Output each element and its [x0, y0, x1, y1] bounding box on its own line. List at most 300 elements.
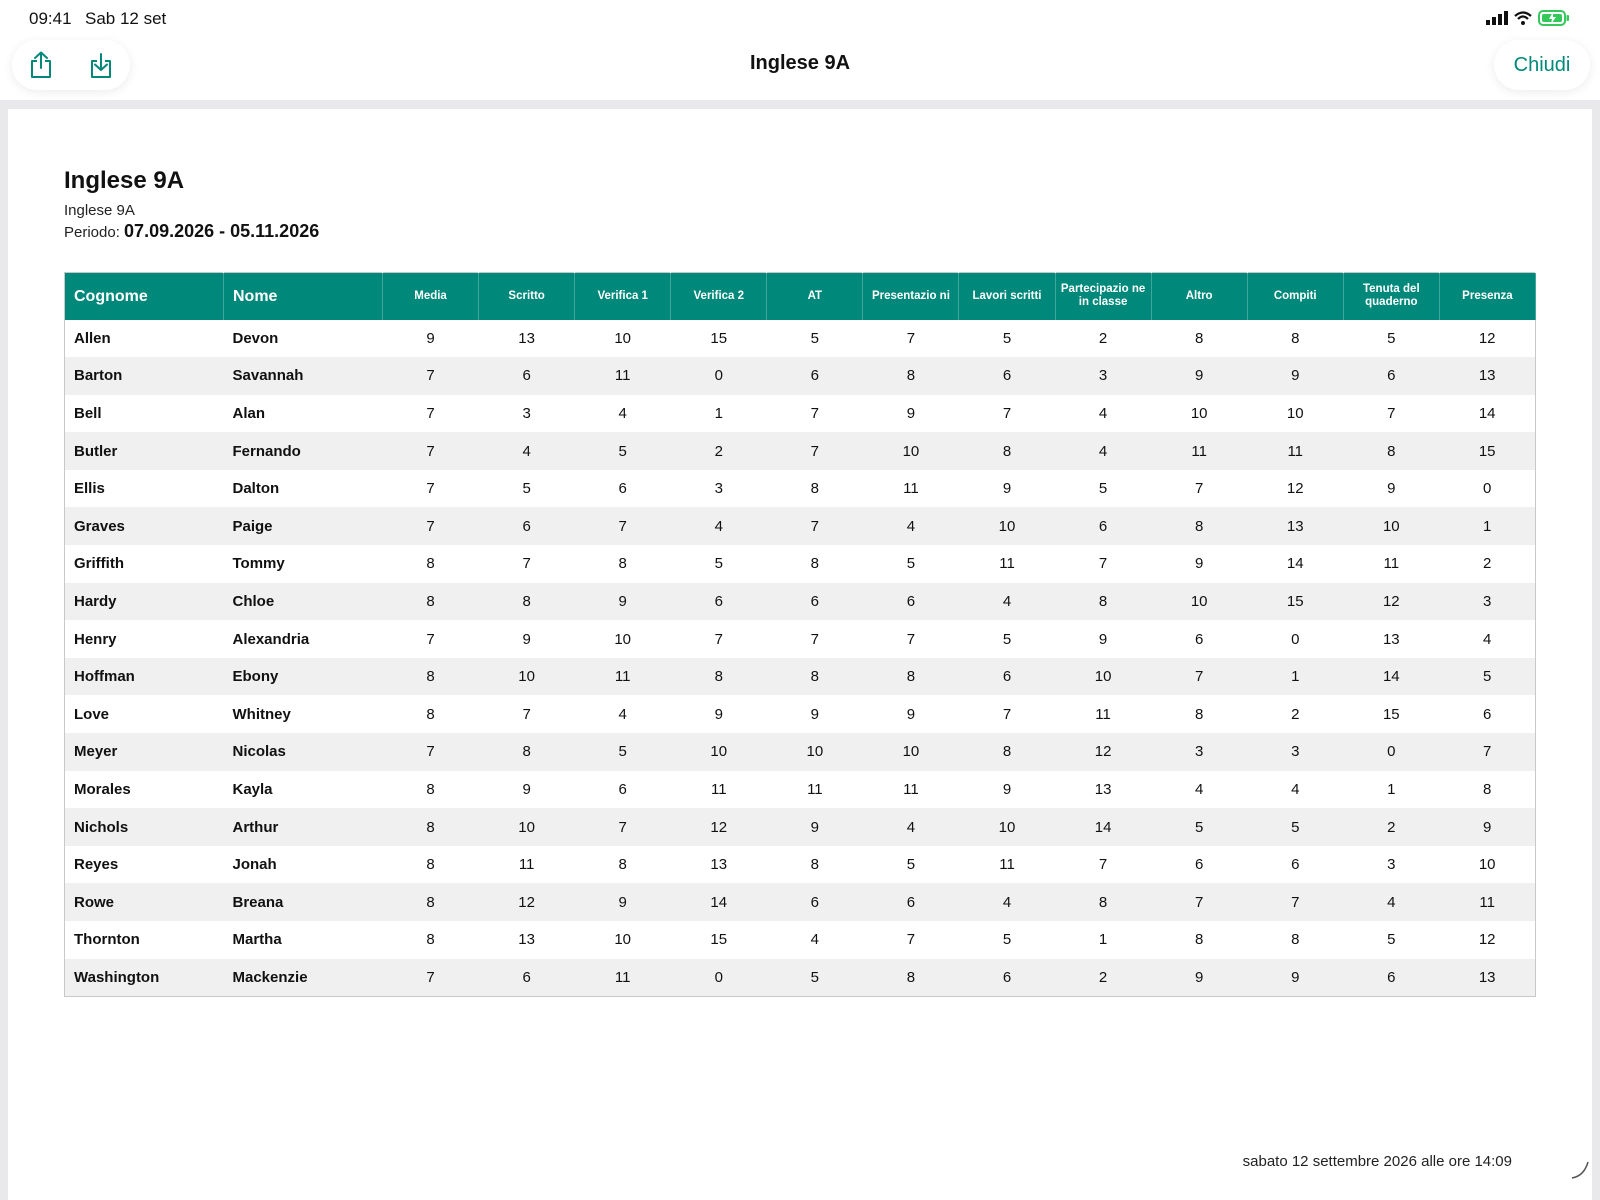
column-header: Lavori scritti — [959, 273, 1055, 320]
grade-cell: 2 — [1098, 329, 1108, 347]
grade-cell: 7 — [383, 959, 479, 997]
grade-cell: 4 — [959, 883, 1055, 921]
period-label: Periodo: — [64, 224, 120, 241]
grade-cell: 12 — [1286, 480, 1304, 498]
navigation-bar — [0, 38, 1600, 100]
grade-cell: 7 — [1098, 555, 1108, 573]
column-header: Media — [383, 273, 479, 320]
grade-cell: 6 — [767, 357, 863, 395]
grade-cell: 0 — [1343, 733, 1439, 771]
grade-cell: 5 — [906, 856, 916, 874]
grade-cell: 5 — [1247, 808, 1343, 846]
grade-cell: 7 — [767, 432, 863, 470]
grade-cell: 7 — [1387, 404, 1396, 422]
grade-cell: 1 — [714, 404, 723, 422]
table-header-row — [65, 273, 1536, 320]
grade-cell: 8 — [426, 705, 435, 723]
grade-cell: 8 — [383, 658, 479, 696]
column-header: Verifica 2 — [671, 273, 767, 320]
grade-cell: 11 — [1247, 432, 1343, 470]
grade-cell: 13 — [1094, 780, 1112, 798]
grade-cell: 2 — [1483, 555, 1492, 573]
grade-cell: 6 — [767, 583, 863, 621]
grade-cell: 7 — [1002, 705, 1012, 723]
grade-cell: 5 — [1002, 931, 1012, 949]
grade-cell: 8 — [863, 658, 959, 696]
grade-cell: 11 — [710, 780, 727, 798]
grade-cell: 2 — [1291, 705, 1300, 723]
grade-cell: 8 — [810, 856, 820, 874]
table-body — [65, 320, 1536, 997]
document-subtitle: Inglese 9A — [64, 202, 135, 219]
table-row — [65, 883, 1536, 921]
grade-cell: 9 — [575, 583, 671, 621]
grade-cell: 8 — [767, 658, 863, 696]
grade-cell: 11 — [575, 357, 671, 395]
grade-cell: 14 — [1286, 555, 1304, 573]
grade-cell: 8 — [810, 480, 820, 498]
grade-cell: 15 — [710, 329, 728, 347]
grade-cell: 8 — [383, 808, 479, 846]
grade-cell: 11 — [518, 856, 535, 874]
column-header: Scritto — [479, 273, 575, 320]
first-name-cell: Martha — [232, 931, 282, 949]
grade-cell: 5 — [1002, 329, 1012, 347]
grade-cell: 4 — [1291, 780, 1300, 798]
surname-cell: Washington — [65, 959, 224, 997]
grade-cell: 11 — [807, 780, 823, 798]
grade-cell: 8 — [426, 856, 435, 874]
grade-cell: 12 — [1343, 583, 1439, 621]
grade-cell: 8 — [810, 555, 820, 573]
grade-cell: 11 — [575, 959, 671, 997]
surname-cell: Bell — [74, 404, 102, 422]
grade-cell: 4 — [1055, 432, 1151, 470]
table-row — [65, 959, 1536, 997]
grade-cell: 7 — [906, 329, 916, 347]
grade-cell: 7 — [767, 507, 863, 545]
grade-cell: 7 — [383, 507, 479, 545]
grade-cell: 7 — [426, 630, 435, 648]
grade-cell: 5 — [714, 555, 723, 573]
grade-cell: 4 — [863, 808, 959, 846]
surname-cell: Butler — [65, 432, 224, 470]
grade-cell: 9 — [1098, 630, 1108, 648]
table-row — [65, 808, 1536, 846]
grade-cell: 13 — [1439, 357, 1535, 395]
grade-cell: 4 — [1098, 404, 1108, 422]
grade-cell: 4 — [1483, 630, 1492, 648]
grade-cell: 8 — [1291, 931, 1300, 949]
surname-cell: Allen — [74, 329, 111, 347]
first-name-cell: Jonah — [232, 856, 277, 874]
first-name-cell: Breana — [224, 883, 383, 921]
grade-cell: 10 — [767, 733, 863, 771]
grade-cell: 13 — [1439, 959, 1535, 997]
grade-cell: 3 — [1055, 357, 1151, 395]
wifi-icon — [1514, 11, 1532, 25]
grade-cell: 8 — [1055, 883, 1151, 921]
grade-cell: 4 — [1343, 883, 1439, 921]
grade-cell: 10 — [614, 931, 632, 949]
column-header: AT — [767, 273, 863, 320]
grade-cell: 10 — [479, 808, 575, 846]
first-name-cell: Kayla — [232, 780, 273, 798]
surname-cell: Graves — [65, 507, 224, 545]
grade-cell: 6 — [479, 357, 575, 395]
status-icons — [1486, 10, 1570, 26]
first-name-cell: Arthur — [224, 808, 383, 846]
grade-cell: 5 — [1098, 480, 1108, 498]
grade-cell: 6 — [1055, 507, 1151, 545]
grade-cell: 10 — [863, 432, 959, 470]
nav-title: Inglese 9A — [749, 52, 851, 74]
grade-cell: 10 — [671, 733, 767, 771]
surname-cell: Love — [74, 705, 110, 723]
document-period — [64, 221, 319, 242]
grade-cell: 7 — [1098, 856, 1108, 874]
grade-cell: 4 — [810, 931, 820, 949]
first-name-cell: Alan — [232, 404, 266, 422]
grade-cell: 8 — [479, 733, 575, 771]
grade-cell: 11 — [903, 780, 919, 798]
table-row — [65, 921, 1536, 959]
first-name-cell: Chloe — [224, 583, 383, 621]
grade-cell: 1 — [1247, 658, 1343, 696]
grade-cell: 15 — [1247, 583, 1343, 621]
grade-cell: 7 — [383, 357, 479, 395]
column-header: Cognome — [65, 273, 224, 320]
grade-cell: 9 — [1247, 357, 1343, 395]
grade-cell: 9 — [1002, 480, 1012, 498]
grade-cell: 7 — [383, 733, 479, 771]
table-row — [65, 846, 1536, 884]
grade-cell: 7 — [1439, 733, 1535, 771]
grade-cell: 8 — [426, 780, 435, 798]
grade-cell: 13 — [1247, 507, 1343, 545]
column-header: Tenuta del quaderno — [1343, 273, 1439, 320]
grade-cell: 15 — [710, 931, 728, 949]
grade-cell: 15 — [1439, 432, 1535, 470]
table-row — [65, 583, 1536, 621]
grade-cell: 6 — [618, 780, 627, 798]
grade-cell: 7 — [810, 630, 820, 648]
document-preview — [8, 109, 1592, 1200]
first-name-cell: Tommy — [232, 555, 285, 573]
grade-cell: 11 — [999, 555, 1015, 573]
column-header: Presenza — [1439, 273, 1535, 320]
grade-cell: 6 — [1343, 959, 1439, 997]
table-row — [65, 695, 1536, 733]
grade-cell: 5 — [1151, 808, 1247, 846]
grade-cell: 9 — [1439, 808, 1535, 846]
document-footer-timestamp: sabato 12 settembre 2026 alle ore 14:09 — [1242, 1153, 1512, 1170]
grade-cell: 6 — [618, 480, 627, 498]
surname-cell: Griffith — [74, 555, 124, 573]
grade-cell: 9 — [767, 808, 863, 846]
grade-cell: 7 — [1151, 658, 1247, 696]
grade-cell: 8 — [1194, 329, 1204, 347]
grade-cell: 8 — [1194, 931, 1204, 949]
column-header: Partecipazio ne in classe — [1055, 273, 1151, 320]
grade-cell: 8 — [1055, 583, 1151, 621]
grade-cell: 9 — [522, 630, 531, 648]
surname-cell: Thornton — [74, 931, 140, 949]
first-name-cell: Alexandria — [232, 630, 310, 648]
grade-cell: 4 — [479, 432, 575, 470]
surname-cell: Rowe — [65, 883, 224, 921]
grade-cell: 8 — [383, 583, 479, 621]
grade-cell: 7 — [906, 630, 916, 648]
grade-cell: 6 — [959, 658, 1055, 696]
grade-cell: 9 — [575, 883, 671, 921]
grade-cell: 0 — [671, 357, 767, 395]
grade-cell: 8 — [479, 583, 575, 621]
grade-cell: 10 — [959, 507, 1055, 545]
grade-cell: 7 — [1194, 480, 1204, 498]
table-row — [65, 658, 1536, 696]
grade-cell: 6 — [1343, 357, 1439, 395]
grade-cell: 8 — [959, 432, 1055, 470]
grade-cell: 5 — [810, 329, 820, 347]
column-header: Nome — [224, 273, 383, 320]
table-row — [65, 432, 1536, 470]
column-header: Altro — [1151, 273, 1247, 320]
surname-cell: Morales — [74, 780, 131, 798]
grade-cell: 12 — [1055, 733, 1151, 771]
grade-cell: 9 — [906, 404, 916, 422]
grade-cell: 7 — [1002, 404, 1012, 422]
grade-cell: 3 — [1151, 733, 1247, 771]
grade-cell: 7 — [575, 808, 671, 846]
grade-cell: 13 — [518, 931, 535, 949]
grade-cell: 11 — [1439, 883, 1535, 921]
grade-cell: 10 — [479, 658, 575, 696]
grade-cell: 9 — [906, 705, 916, 723]
status-date: Sab 12 set — [85, 9, 167, 28]
column-header: Verifica 1 — [575, 273, 671, 320]
grade-cell: 8 — [863, 959, 959, 997]
grade-cell: 10 — [1343, 507, 1439, 545]
table-row — [65, 395, 1536, 433]
grade-cell: 11 — [1095, 705, 1111, 723]
grade-cell: 8 — [426, 931, 435, 949]
grade-cell: 0 — [671, 959, 767, 997]
grade-cell: 7 — [522, 555, 531, 573]
grade-cell: 11 — [1383, 555, 1400, 573]
grade-cell: 12 — [479, 883, 575, 921]
grade-cell: 5 — [906, 555, 916, 573]
grade-cell: 13 — [710, 856, 728, 874]
grade-cell: 6 — [863, 883, 959, 921]
first-name-cell: Savannah — [224, 357, 383, 395]
table-row — [65, 545, 1536, 583]
markup-corner-icon — [1570, 1160, 1590, 1180]
grade-cell: 4 — [959, 583, 1055, 621]
grade-cell: 10 — [1151, 583, 1247, 621]
grade-cell: 0 — [1483, 480, 1492, 498]
grade-cell: 12 — [1478, 931, 1496, 949]
grade-cell: 8 — [426, 555, 435, 573]
first-name-cell: Devon — [232, 329, 279, 347]
grade-cell: 10 — [863, 733, 959, 771]
grade-cell: 3 — [522, 404, 531, 422]
surname-cell: Ellis — [74, 480, 105, 498]
grade-cell: 9 — [522, 780, 531, 798]
grade-cell: 9 — [810, 705, 820, 723]
first-name-cell: Whitney — [232, 705, 291, 723]
grade-cell: 6 — [863, 583, 959, 621]
grade-cell: 5 — [575, 432, 671, 470]
cellular-signal-icon — [1486, 11, 1508, 25]
grade-cell: 15 — [1382, 705, 1400, 723]
grade-cell: 5 — [1387, 329, 1396, 347]
grade-cell: 9 — [1151, 959, 1247, 997]
grade-cell: 10 — [1190, 404, 1208, 422]
status-time: 09:41 — [29, 9, 72, 28]
grade-cell: 9 — [1387, 480, 1396, 498]
grade-cell: 14 — [1478, 404, 1496, 422]
surname-cell: Hardy — [65, 583, 224, 621]
grade-cell: 9 — [714, 705, 723, 723]
grade-cell: 6 — [1483, 705, 1492, 723]
document-title: Inglese 9A — [64, 167, 185, 194]
grade-cell: 6 — [959, 357, 1055, 395]
table-row — [65, 320, 1536, 358]
grade-cell: 7 — [522, 705, 531, 723]
grades-table — [64, 272, 1536, 997]
grade-cell: 6 — [959, 959, 1055, 997]
grade-cell: 7 — [426, 480, 435, 498]
close-button[interactable]: Chiudi — [1494, 40, 1590, 90]
grade-cell: 6 — [1194, 630, 1204, 648]
grade-cell: 8 — [1343, 432, 1439, 470]
grade-cell: 10 — [1286, 404, 1304, 422]
grade-cell: 5 — [1439, 658, 1535, 696]
grade-cell: 11 — [999, 856, 1015, 874]
grade-cell: 8 — [671, 658, 767, 696]
grade-cell: 1 — [1098, 931, 1108, 949]
grade-cell: 6 — [479, 959, 575, 997]
grade-cell: 2 — [1343, 808, 1439, 846]
grade-cell: 8 — [1483, 780, 1492, 798]
first-name-cell: Fernando — [224, 432, 383, 470]
period-value: 07.09.2026 - 05.11.2026 — [124, 221, 320, 241]
table-row — [65, 357, 1536, 395]
grade-cell: 8 — [863, 357, 959, 395]
grade-cell: 10 — [959, 808, 1055, 846]
grade-cell: 7 — [426, 404, 435, 422]
grade-cell: 7 — [810, 404, 820, 422]
grade-cell: 8 — [618, 856, 627, 874]
grade-cell: 8 — [1291, 329, 1300, 347]
first-name-cell: Nicolas — [224, 733, 383, 771]
grade-cell: 1 — [1387, 780, 1396, 798]
grade-cell: 4 — [671, 507, 767, 545]
grade-cell: 5 — [575, 733, 671, 771]
table-row — [65, 470, 1536, 508]
grade-cell: 5 — [767, 959, 863, 997]
grade-cell: 2 — [671, 432, 767, 470]
grade-cell: 11 — [1151, 432, 1247, 470]
grade-cell: 12 — [671, 808, 767, 846]
first-name-cell: Ebony — [224, 658, 383, 696]
grade-cell: 5 — [1002, 630, 1012, 648]
grade-cell: 3 — [1439, 583, 1535, 621]
grade-cell: 3 — [714, 480, 723, 498]
grade-cell: 7 — [906, 931, 916, 949]
grade-cell: 2 — [1055, 959, 1151, 997]
grade-cell: 7 — [1151, 883, 1247, 921]
grade-cell: 10 — [614, 329, 632, 347]
grade-cell: 5 — [1387, 931, 1396, 949]
grade-cell: 9 — [426, 329, 435, 347]
grade-cell: 9 — [1194, 555, 1204, 573]
grade-cell: 12 — [1478, 329, 1496, 347]
surname-cell: Meyer — [65, 733, 224, 771]
grade-cell: 0 — [1291, 630, 1300, 648]
grade-cell: 6 — [671, 583, 767, 621]
surname-cell: Barton — [65, 357, 224, 395]
grade-cell: 4 — [1194, 780, 1204, 798]
table-row — [65, 507, 1536, 545]
grade-cell: 10 — [1055, 658, 1151, 696]
grade-cell: 4 — [618, 404, 627, 422]
first-name-cell: Paige — [224, 507, 383, 545]
status-bar — [0, 0, 1600, 38]
first-name-cell: Dalton — [232, 480, 280, 498]
grade-cell: 8 — [618, 555, 627, 573]
grade-cell: 8 — [959, 733, 1055, 771]
surname-cell: Henry — [74, 630, 117, 648]
grade-cell: 7 — [383, 432, 479, 470]
battery-charging-icon — [1538, 10, 1570, 26]
grade-cell: 8 — [1151, 507, 1247, 545]
grade-cell: 13 — [518, 329, 535, 347]
grade-cell: 7 — [714, 630, 723, 648]
grade-cell: 3 — [1247, 733, 1343, 771]
grade-cell: 13 — [1382, 630, 1400, 648]
surname-cell: Nichols — [65, 808, 224, 846]
grade-cell: 1 — [1439, 507, 1535, 545]
grade-cell: 6 — [479, 507, 575, 545]
grade-cell: 14 — [671, 883, 767, 921]
table-row — [65, 620, 1536, 658]
grade-cell: 8 — [1194, 705, 1204, 723]
grade-cell: 11 — [575, 658, 671, 696]
grade-cell: 8 — [383, 883, 479, 921]
grade-cell: 9 — [1247, 959, 1343, 997]
column-header: Compiti — [1247, 273, 1343, 320]
grade-cell: 5 — [522, 480, 531, 498]
grade-cell: 7 — [1247, 883, 1343, 921]
grade-cell: 9 — [1002, 780, 1012, 798]
surname-cell: Hoffman — [65, 658, 224, 696]
grade-cell: 6 — [1291, 856, 1300, 874]
table-row — [65, 771, 1536, 809]
surname-cell: Reyes — [74, 856, 119, 874]
table-row — [65, 733, 1536, 771]
grade-cell: 4 — [618, 705, 627, 723]
first-name-cell: Mackenzie — [224, 959, 383, 997]
grade-cell: 10 — [1478, 856, 1496, 874]
grade-cell: 6 — [1194, 856, 1204, 874]
grade-cell: 10 — [614, 630, 632, 648]
grade-cell: 4 — [863, 507, 959, 545]
column-header: Presentazio ni — [863, 273, 959, 320]
grade-cell: 14 — [1055, 808, 1151, 846]
grade-cell: 6 — [767, 883, 863, 921]
